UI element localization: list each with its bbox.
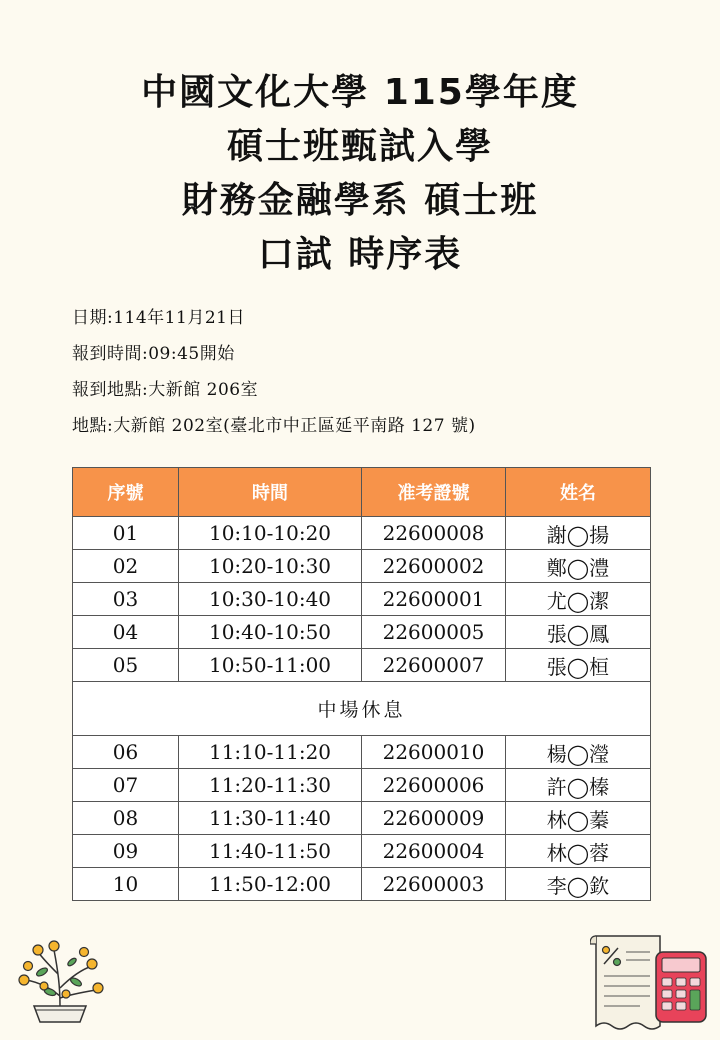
table-row [73, 517, 651, 550]
table-row [73, 802, 651, 835]
cell-name: 尤◯潔 [506, 583, 651, 616]
cell-name: 鄭◯澧 [506, 550, 651, 583]
table-header-row [73, 468, 651, 517]
table-row [73, 736, 651, 769]
venue-value: 大新館 202室(臺北市中正區延平南路 127 號) [113, 416, 476, 436]
info-block [72, 300, 476, 444]
invoice-calculator-icon [590, 930, 712, 1034]
table-row [73, 616, 651, 649]
cell-seq: 10 [73, 868, 179, 901]
title-program: 碩士班甄試入學 [226, 126, 493, 167]
cell-time: 11:10-11:20 [179, 736, 362, 769]
schedule-table [72, 467, 651, 901]
title-university: 中國文化大學 115學年度 [141, 72, 579, 113]
table-row [73, 649, 651, 682]
cell-exam-id: 22600007 [362, 649, 506, 682]
table-row [73, 835, 651, 868]
title-block [0, 66, 720, 282]
cell-name: 李◯欽 [506, 868, 651, 901]
cell-exam-id: 22600008 [362, 517, 506, 550]
cell-exam-id: 22600002 [362, 550, 506, 583]
cell-exam-id: 22600010 [362, 736, 506, 769]
cell-seq: 01 [73, 517, 179, 550]
cell-exam-id: 22600004 [362, 835, 506, 868]
header-exam-id: 准考證號 [362, 468, 506, 517]
cell-exam-id: 22600005 [362, 616, 506, 649]
cell-seq: 04 [73, 616, 179, 649]
header-seq: 序號 [73, 468, 179, 517]
cell-exam-id: 22600006 [362, 769, 506, 802]
cell-time: 11:40-11:50 [179, 835, 362, 868]
cell-seq: 05 [73, 649, 179, 682]
table-row [73, 583, 651, 616]
info-venue [72, 408, 476, 444]
header-name: 姓名 [506, 468, 651, 517]
date-label: 日期: [72, 308, 114, 328]
cell-name: 張◯鳳 [506, 616, 651, 649]
break-label: 中場休息 [73, 682, 651, 736]
cell-time: 10:10-10:20 [179, 517, 362, 550]
cell-time: 10:40-10:50 [179, 616, 362, 649]
cell-seq: 07 [73, 769, 179, 802]
cell-name: 林◯蓁 [506, 802, 651, 835]
checkin-place-label: 報到地點: [72, 380, 149, 400]
checkin-time-label: 報到時間: [72, 344, 149, 364]
cell-seq: 03 [73, 583, 179, 616]
cell-exam-id: 22600009 [362, 802, 506, 835]
header-time: 時間 [179, 468, 362, 517]
title-department: 財務金融學系 碩士班 [181, 180, 539, 221]
cell-seq: 09 [73, 835, 179, 868]
date-value: 114年11月21日 [113, 308, 245, 328]
checkin-place-value: 大新館 206室 [148, 380, 259, 400]
cell-name: 許◯榛 [506, 769, 651, 802]
table-row [73, 868, 651, 901]
cell-name: 林◯蓉 [506, 835, 651, 868]
cell-name: 楊◯瀅 [506, 736, 651, 769]
break-row [73, 682, 651, 736]
cell-seq: 06 [73, 736, 179, 769]
cell-exam-id: 22600003 [362, 868, 506, 901]
cell-time: 11:50-12:00 [179, 868, 362, 901]
info-date [72, 300, 476, 336]
cell-time: 10:50-11:00 [179, 649, 362, 682]
title-schedule: 口試 時序表 [257, 234, 463, 275]
cell-name: 謝◯揚 [506, 517, 651, 550]
cell-seq: 08 [73, 802, 179, 835]
cell-time: 11:30-11:40 [179, 802, 362, 835]
info-checkin-time [72, 336, 476, 372]
cell-seq: 02 [73, 550, 179, 583]
cell-time: 10:20-10:30 [179, 550, 362, 583]
venue-label: 地點: [72, 416, 114, 436]
checkin-time-value: 09:45開始 [148, 344, 235, 364]
cell-exam-id: 22600001 [362, 583, 506, 616]
money-plant-icon [14, 936, 106, 1026]
table-row [73, 769, 651, 802]
table-row [73, 550, 651, 583]
cell-time: 10:30-10:40 [179, 583, 362, 616]
cell-time: 11:20-11:30 [179, 769, 362, 802]
info-checkin-place [72, 372, 476, 408]
cell-name: 張◯桓 [506, 649, 651, 682]
